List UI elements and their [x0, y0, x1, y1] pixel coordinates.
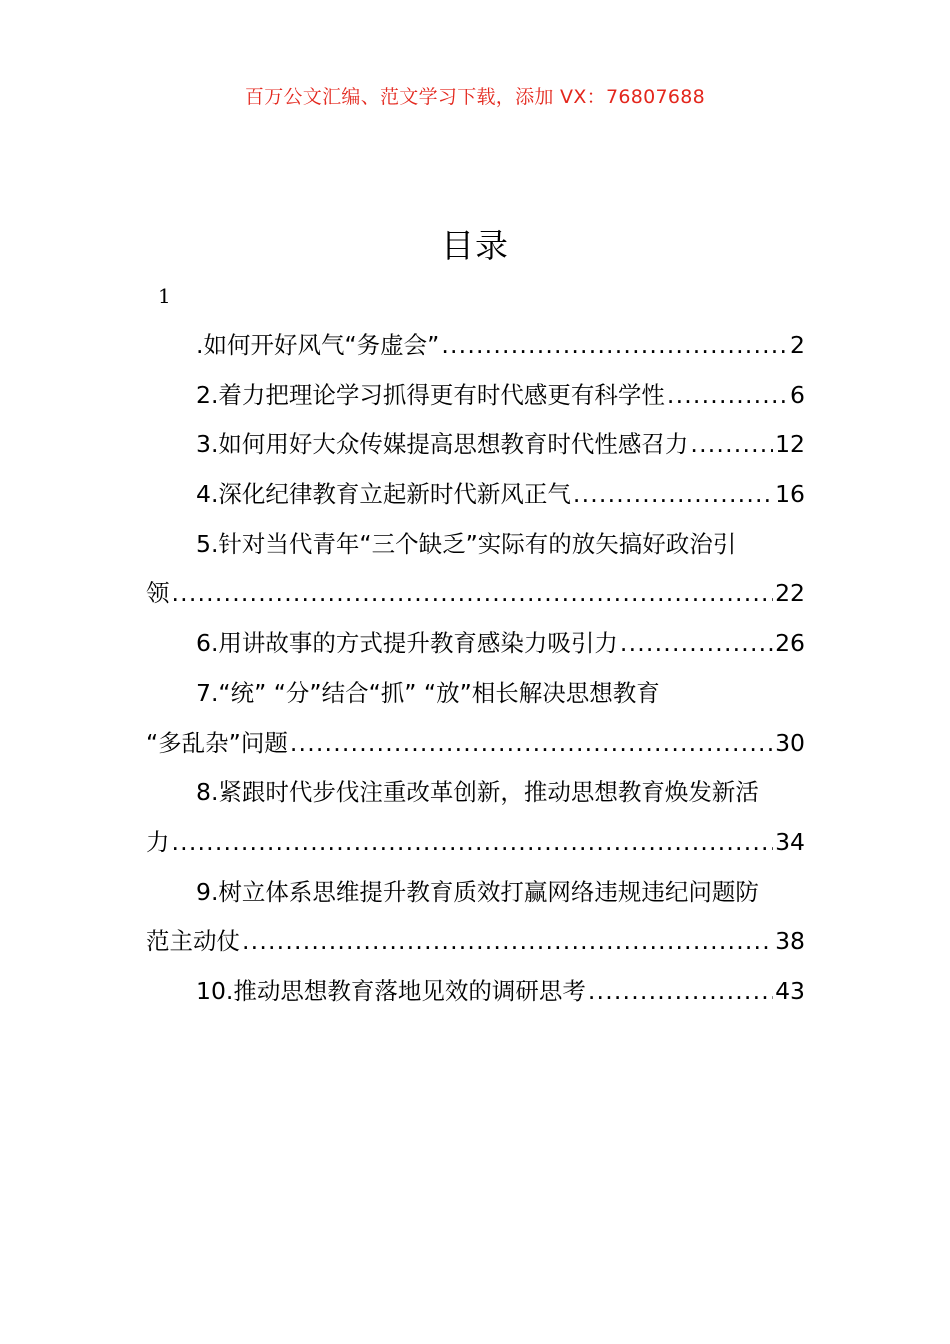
- toc-entry-title-continued: 力: [146, 827, 170, 856]
- toc-entry[interactable]: [146, 520, 805, 619]
- toc-entry-title: 7.“统” “分”结合“抓” “放”相长解决思想教育: [196, 678, 660, 707]
- toc-entry-line: [146, 768, 805, 818]
- toc-page-number: 43: [775, 976, 805, 1005]
- toc-page-number: 2: [790, 331, 805, 359]
- toc-entry-title: 9.树立体系思维提升教育质效打赢网络违规违纪问题防: [196, 877, 759, 906]
- dot-leader: [242, 917, 773, 967]
- toc-entry-title: 4.深化纪律教育立起新时代新风正气: [196, 480, 571, 509]
- dot-leader: [290, 719, 773, 769]
- toc-entry-title-continued: 范主动仗: [146, 927, 240, 956]
- dot-leader: [667, 371, 788, 421]
- header-banner: 百万公文汇编、范文学习下载，添加 VX：76807688: [244, 86, 706, 108]
- toc-page-number: 12: [775, 430, 805, 459]
- page-title: 目录: [441, 226, 509, 265]
- toc-entry-title: 10.推动思想教育落地见效的调研思考: [196, 976, 586, 1005]
- dot-leader: [172, 818, 774, 868]
- toc-entry-title-continued: “多乱杂”问题: [146, 728, 288, 757]
- toc-page-number: 34: [775, 827, 805, 856]
- toc-entry[interactable]: [146, 967, 805, 1017]
- toc-entry-line: [146, 470, 805, 520]
- page-marker: 1: [158, 284, 171, 308]
- dot-leader: [690, 420, 773, 470]
- toc-page-number: 26: [775, 629, 805, 658]
- toc-entry[interactable]: [146, 619, 805, 669]
- toc-entry[interactable]: [146, 868, 805, 967]
- toc-entry-line: [146, 868, 805, 918]
- toc-entry-line: [146, 520, 805, 570]
- dot-leader: [620, 619, 773, 669]
- toc-page-number: 30: [775, 728, 805, 757]
- toc-page-number: 16: [775, 480, 805, 509]
- toc-entry-line: [146, 619, 805, 669]
- toc-entry-line: [146, 669, 805, 719]
- toc-entry[interactable]: [146, 470, 805, 520]
- toc-entry[interactable]: [146, 371, 805, 421]
- table-of-contents: [146, 321, 805, 1017]
- dot-leader: [588, 967, 773, 1017]
- toc-entry[interactable]: [146, 768, 805, 867]
- toc-page-number: 6: [790, 380, 805, 409]
- toc-entry-line: [146, 818, 805, 868]
- toc-entry-line: [146, 719, 805, 769]
- toc-entry-title: 3.如何用好大众传媒提高思想教育时代性感召力: [196, 430, 689, 459]
- toc-entry-line: [146, 420, 805, 470]
- toc-page-number: 22: [775, 579, 805, 608]
- toc-entry-title: .如何开好风气“务虚会”: [196, 331, 440, 359]
- toc-entry-title: 6.用讲故事的方式提升教育感染力吸引力: [196, 629, 618, 658]
- dot-leader: [573, 470, 773, 520]
- toc-entry[interactable]: [146, 321, 805, 371]
- toc-entry-line: [146, 967, 805, 1017]
- dot-leader: [172, 569, 774, 619]
- toc-entry-line: [146, 917, 805, 967]
- toc-entry-title: 2.着力把理论学习抓得更有时代感更有科学性: [196, 380, 665, 409]
- toc-entry-line: [146, 321, 805, 371]
- toc-entry[interactable]: [146, 669, 805, 768]
- toc-entry-title: 8.紧跟时代步伐注重改革创新，推动思想教育焕发新活: [196, 778, 759, 807]
- dot-leader: [441, 321, 788, 371]
- toc-entry-title-continued: 领: [146, 579, 170, 608]
- toc-entry-line: [146, 569, 805, 619]
- toc-entry[interactable]: [146, 420, 805, 470]
- toc-entry-title: 5.针对当代青年“三个缺乏”实际有的放矢搞好政治引: [196, 529, 737, 558]
- toc-page-number: 38: [775, 927, 805, 956]
- toc-entry-line: [146, 371, 805, 421]
